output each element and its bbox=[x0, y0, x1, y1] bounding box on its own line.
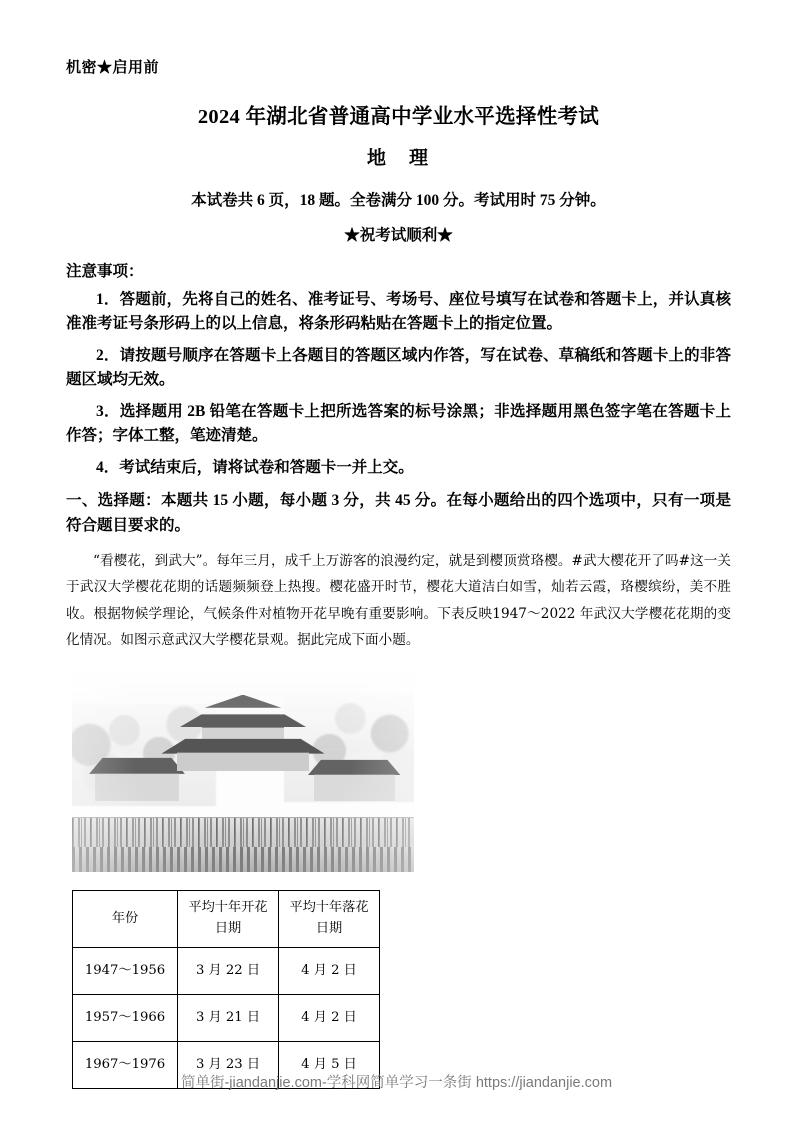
notice-item-2: 2．请按题号顺序在答题卡上各题目的答题区域内作答，写在试卷、草稿纸和答题卡上的非答题区域均无效。 bbox=[66, 346, 731, 389]
photo-graphic bbox=[72, 667, 414, 872]
notice-item-4: 4．考试结束后，请将试卷和答题卡一并上交。 bbox=[96, 458, 414, 476]
flowering-date-table bbox=[72, 890, 380, 1089]
cell-year: 1947～1956 bbox=[73, 947, 178, 994]
secret-mark: 机密★启用前 bbox=[66, 60, 160, 76]
notice-item-1: 1．答题前，先将自己的姓名、准考证号、考场号、座位号填写在试卷和答题卡上，并认真核准准考证号条形码上的以上信息，将条形码粘贴在答题卡上的指定位置。 bbox=[66, 291, 731, 333]
cell-bloom-date: 3 月 23 日 bbox=[178, 1041, 279, 1088]
footer-watermark: 简单街-jiandanjie.com-学科网简单学习一条街 https://jiandanjie.com bbox=[180, 1075, 613, 1091]
table-header-cell-year: 年份 bbox=[73, 890, 178, 947]
cell-year: 1957～1966 bbox=[73, 994, 178, 1041]
photo-vignette bbox=[72, 667, 414, 872]
good-luck-line: ★祝考试顺利★ bbox=[344, 227, 453, 244]
question-passage: “看樱花，到武大”。每年三月，成千上万游客的浪漫约定，就是到樱顶赏珞樱。#武大樱花开了吗#这一关于武汉大学樱花花期的话题频频登上热搜。樱花盛开时节，樱花大道洁白如雪，灿若云霞，珞樱缤纷，美不胜收。根据物候学理论，气候条件对植物开花早晚有重要影响。下表反映1947～2022 年武汉大学樱花花期的变化情况。如图示意武汉大学樱花景观。据此完成下面小题。 bbox=[66, 553, 731, 648]
cherry-blossom-photo bbox=[72, 667, 414, 872]
section-heading: 一、选择题：本题共 15 小题，每小题 3 分，共 45 分。在每小题给出的四个选项中，只有一项是符合题目要求的。 bbox=[66, 492, 731, 534]
table-header-row bbox=[73, 890, 380, 947]
table-row bbox=[73, 994, 380, 1041]
cell-bloom-date: 3 月 22 日 bbox=[178, 947, 279, 994]
cell-bloom-date: 3 月 21 日 bbox=[178, 994, 279, 1041]
table-row bbox=[73, 947, 380, 994]
cell-year: 1967～1976 bbox=[73, 1041, 178, 1088]
page-title: 2024 年湖北省普通高中学业水平选择性考试 bbox=[197, 106, 600, 128]
cell-fall-date: 4 月 5 日 bbox=[279, 1041, 380, 1088]
document-content bbox=[66, 56, 731, 1089]
exam-info: 本试卷共 6 页，18 题。全卷满分 100 分。考试用时 75 分钟。 bbox=[191, 192, 606, 209]
subject-title: 地 理 bbox=[366, 148, 430, 169]
notice-title: 注意事项： bbox=[66, 263, 144, 280]
table-header-cell-fall: 平均十年落花 日期 bbox=[279, 890, 380, 947]
cell-fall-date: 4 月 2 日 bbox=[279, 947, 380, 994]
cell-fall-date: 4 月 2 日 bbox=[279, 994, 380, 1041]
notice-item-3: 3．选择题用 2B 铅笔在答题卡上把所选答案的标号涂黑；非选择题用黑色签字笔在答题卡上作答；字体工整，笔迹清楚。 bbox=[66, 402, 731, 445]
table-header-cell-bloom: 平均十年开花 日期 bbox=[178, 890, 279, 947]
